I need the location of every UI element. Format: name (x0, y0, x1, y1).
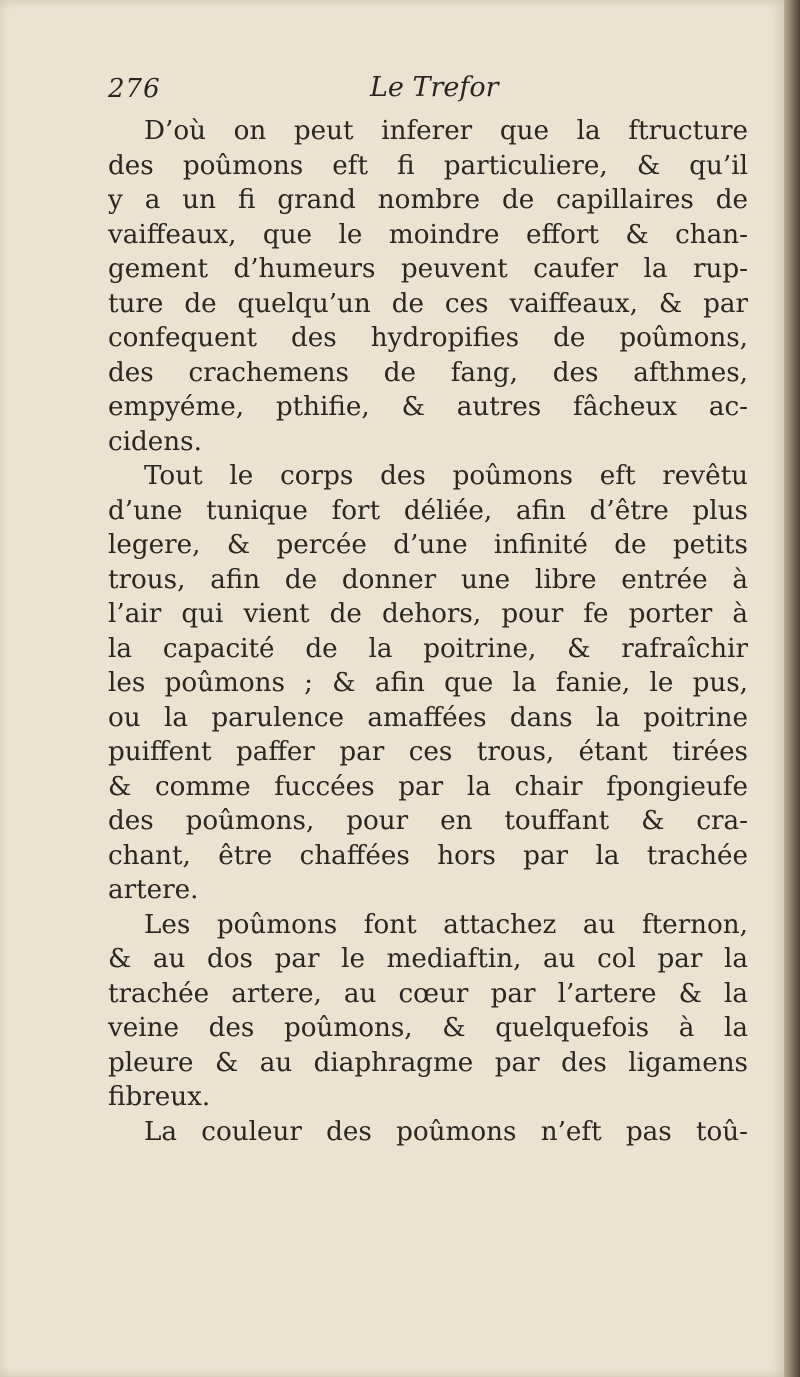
text-line: & comme fuccées par la chair fpongieufe (108, 771, 748, 802)
text-line: empyéme, pthifie, & autres fâcheux ac- (108, 392, 748, 422)
text-line: veine des poûmons, & quelquefois à la (108, 1013, 748, 1043)
text-line: trachée artere, au cœur par l’artere & la (108, 978, 748, 1009)
text-line: pleure & au diaphragme par des ligamens (108, 1047, 748, 1078)
text-line: des crachemens de fang, des afthmes, (108, 357, 748, 388)
text-line: cidens. (108, 426, 202, 457)
text-line: fibreux. (108, 1082, 211, 1112)
text-line: l’air qui vient de dehors, pour fe porter à (108, 599, 748, 629)
text-line: chant, être chaffées hors par la trachée (108, 840, 748, 871)
text-line: des poûmons eft fi particuliere, & qu’il (108, 150, 748, 181)
text-line: Tout le corps des poûmons eft revêtu (144, 461, 748, 491)
text-line: y a un fi grand nombre de capillaires de (108, 185, 748, 215)
text-line: Les poûmons font attachez au fternon, (144, 909, 748, 940)
running-title: Le Trefor (370, 72, 499, 103)
text-line: ou la parulence amaffées dans la poitrine (108, 702, 748, 733)
text-line: trous, afin de donner une libre entrée à (108, 564, 748, 595)
page-edge (784, 0, 800, 1377)
text-line: & au dos par le mediaftin, au col par la (108, 944, 748, 974)
text-line: des poûmons, pour en touffant & cra- (108, 806, 748, 836)
text-line: D’où on peut inferer que la ftructure (144, 116, 748, 146)
text-line: artere. (108, 875, 199, 905)
page-number: 276 (108, 74, 161, 104)
text-line: les poûmons ; & afin que la fanie, le pus, (108, 668, 748, 698)
text-line: la capacité de la poitrine, & rafraîchir (108, 633, 748, 664)
text-line: La couleur des poûmons n’eft pas toû- (144, 1116, 748, 1147)
page-header (108, 70, 748, 110)
text-line: gement d’humeurs peuvent caufer la rup- (108, 254, 748, 284)
text-line: d’une tunique fort déliée, afin d’être plus (108, 495, 748, 526)
text-line: ture de quelqu’un de ces vaiffeaux, & par (108, 288, 748, 319)
text-line: puiffent paffer par ces trous, étant tirées (108, 737, 748, 767)
text-line: confequent des hydropifies de poûmons, (108, 323, 748, 353)
text-line: legere, & percée d’une infinité de petits (108, 530, 748, 560)
text-line: vaiffeaux, que le moindre effort & chan- (108, 219, 748, 250)
body-text (108, 114, 748, 1149)
